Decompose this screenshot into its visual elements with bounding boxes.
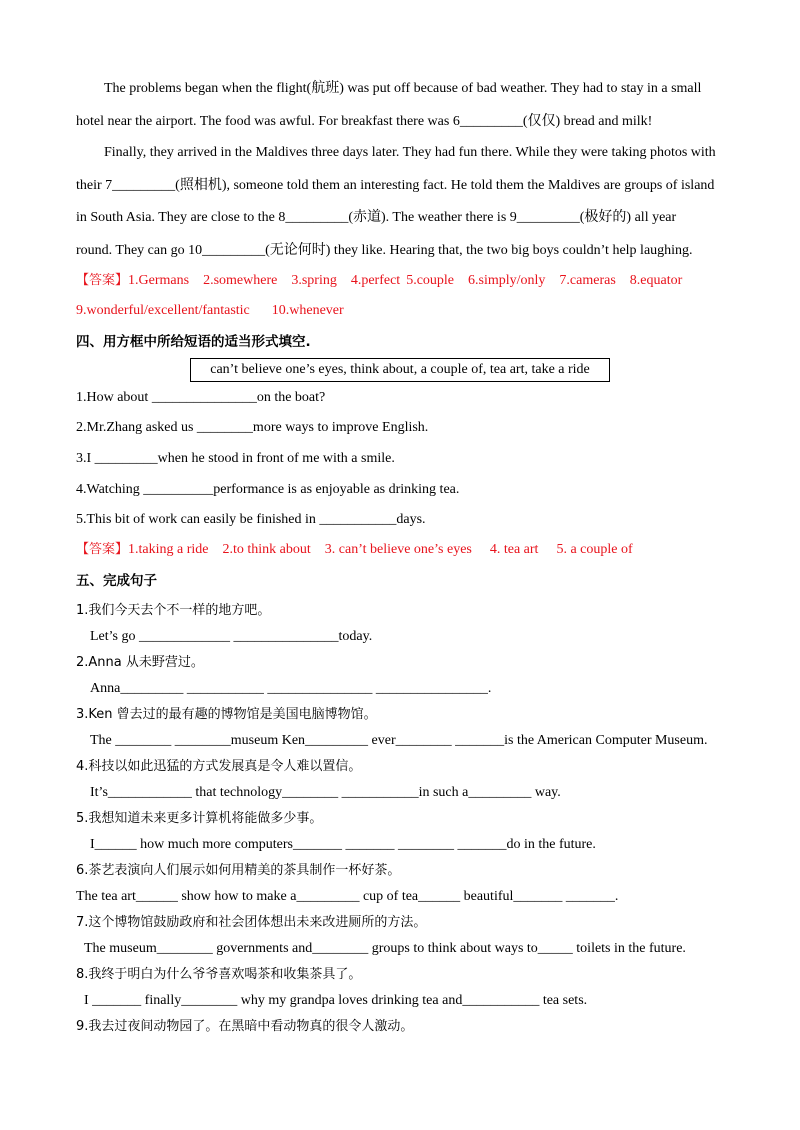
answer-item: 2.somewhere <box>203 273 278 288</box>
question-chinese: 1.我们今天去个不一样的地方吧。 <box>76 603 271 618</box>
question-english: It’s____________ that technology________ ___________in such a_________ way. <box>90 785 561 800</box>
passage-line: hotel near the airport. The food was awful. For breakfast there was 6_________(仅仅) bread and milk! <box>76 114 653 129</box>
answer-item: 9.wonderful/excellent/fantastic <box>76 303 250 318</box>
question-english: I______ how much more computers_______ _______ ________ _______do in the future. <box>90 837 596 852</box>
question-chinese: 6.茶艺表演向人们展示如何用精美的茶具制作一杯好茶。 <box>76 863 401 878</box>
answer-item: 3.spring <box>291 273 337 288</box>
question-chinese: 5.我想知道未来更多计算机将能做多少事。 <box>76 811 323 826</box>
answer-key-line <box>76 302 344 320</box>
answer-item: 5. a couple of <box>556 542 633 557</box>
answer-item: 1.taking a ride <box>128 542 209 557</box>
question: 5.This bit of work can easily be finished in ___________days. <box>76 512 426 527</box>
question-english: Let’s go _____________ _______________today. <box>90 629 373 644</box>
passage-line: their 7_________(照相机), someone told them an interesting fact. He told them the Maldives are groups of island <box>76 178 715 193</box>
question-english: I _______ finally________ why my grandpa loves drinking tea and___________ tea sets. <box>84 993 588 1008</box>
answer-tag: 【答案】 <box>76 542 129 557</box>
answer-item: 3. can’t believe one’s eyes <box>324 542 472 557</box>
question: 1.How about _______________on the boat? <box>76 390 326 405</box>
question-chinese: 3.Ken 曾去过的最有趣的博物馆是美国电脑博物馆。 <box>76 707 377 722</box>
answer-item: 1.Germans <box>128 273 190 288</box>
answer-item: 4. tea art <box>489 542 539 557</box>
question-chinese: 2.Anna 从未野营过。 <box>76 655 204 670</box>
answer-item: 7.cameras <box>559 273 616 288</box>
question-english: The museum________ governments and________ groups to think about ways to_____ toilets in the future. <box>84 941 686 956</box>
question-chinese: 8.我终于明白为什么爷爷喜欢喝茶和收集茶具了。 <box>76 967 362 982</box>
phrase-box: can’t believe one’s eyes, think about, a couple of, tea art, take a ride <box>190 358 610 382</box>
passage-line: round. They can go 10_________(无论何时) they like. Hearing that, the two big boys couldn’t help laughing. <box>76 243 693 258</box>
answer-key-line <box>76 272 682 290</box>
question-english: The ________ ________museum Ken_________ ever________ _______is the American Computer Museum. <box>90 733 708 748</box>
question-chinese: 4.科技以如此迅猛的方式发展真是令人难以置信。 <box>76 759 362 774</box>
question-chinese: 9.我去过夜间动物园了。在黑暗中看动物真的很令人激动。 <box>76 1019 414 1034</box>
section-heading: 五、完成句子 <box>76 573 157 589</box>
answer-item: 4.perfect <box>350 273 401 288</box>
question-chinese: 7.这个博物馆鼓励政府和社会团体想出未来改进厕所的方法。 <box>76 915 427 930</box>
answer-key-line <box>76 541 633 559</box>
answer-item: 2.to think about <box>222 542 311 557</box>
section-heading: 四、用方框中所给短语的适当形式填空. <box>76 334 311 350</box>
question-english: Anna_________ ___________ _______________ ________________. <box>90 681 492 696</box>
question: 2.Mr.Zhang asked us ________more ways to improve English. <box>76 420 429 435</box>
passage-line: Finally, they arrived in the Maldives three days later. They had fun there. While they were taking photos with <box>104 145 716 160</box>
answer-item: 8.equator <box>629 273 683 288</box>
question: 3.I _________when he stood in front of me with a smile. <box>76 451 395 466</box>
passage-line: in South Asia. They are close to the 8_________(赤道). The weather there is 9_________(极好的) all year <box>76 210 677 225</box>
answer-tag: 【答案】 <box>76 273 129 288</box>
question-english: The tea art______ show how to make a_________ cup of tea______ beautiful_______ _______. <box>76 889 619 904</box>
answer-item: 6.simply/only <box>468 273 546 288</box>
answer-item: 5.couple <box>406 273 455 288</box>
passage-line: The problems began when the flight(航班) was put off because of bad weather. They had to stay in a small <box>104 81 702 96</box>
answer-item: 10.whenever <box>271 303 344 318</box>
question: 4.Watching __________performance is as enjoyable as drinking tea. <box>76 482 460 497</box>
